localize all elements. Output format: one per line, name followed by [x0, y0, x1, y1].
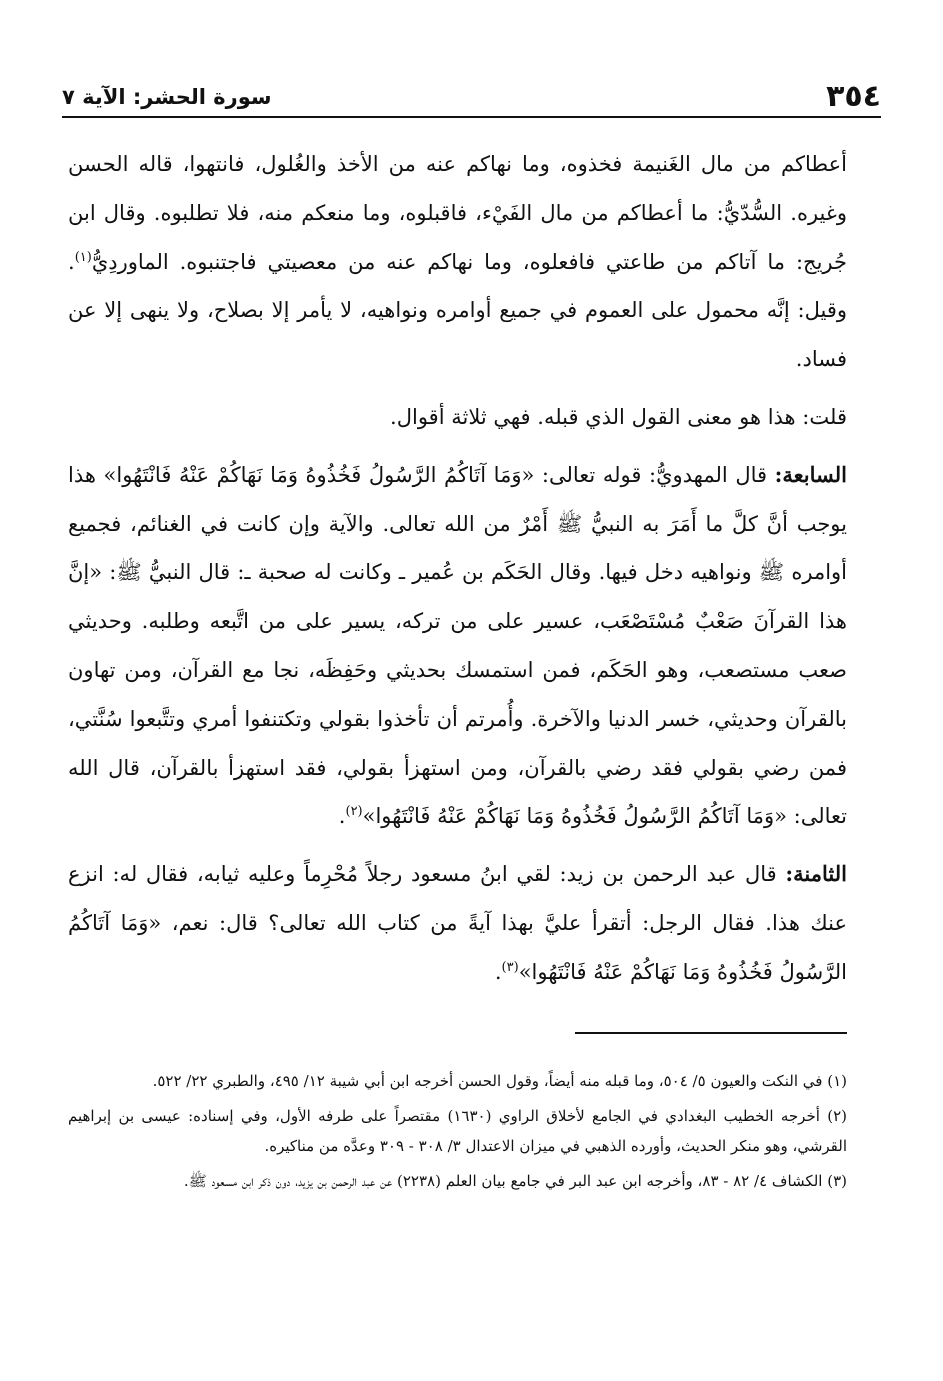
main-text [68, 140, 847, 997]
running-title: سورة الحشر: الآية ٧ [62, 85, 272, 109]
footnote-separator [575, 1032, 847, 1034]
paragraph-4 [68, 850, 847, 996]
footnote-ref-1[interactable]: (١) [74, 249, 92, 265]
paragraph-2-text: قلت: هذا هو معنى القول الذي قبله. فهي ثلاثة أقوال. [390, 404, 847, 429]
footnote-number: (١) [827, 1072, 847, 1090]
paragraph-3-text: قال المهدويُّ: قوله تعالى: «وَمَا آتَاكُمُ الرَّسُولُ فَخُذُوهُ وَمَا نَهَاكُمْ عَنْهُ فَانْتَهُوا» هذا يوجب أنَّ كلَّ ما أَمَرَ به النبيُّ ﷺ أَمْرٌ من الله تعالى. والآية وإن كانت في الغنائم، فجميع أوامره ﷺ ونواهيه دخل فيها. وقال الحَكَم بن عُمير ـ وكانت له صحبة ـ: قال النبيُّ ﷺ: «إنَّ هذا القرآنَ صَعْبٌ مُسْتَصْعَب، عسير على من تركه، يسير على من اتَّبعه وطلبه. وحديثي صعب مستصعب، وهو الحَكَم، فمن استمسك بحديثي وحَفِظَه، نجا مع القرآن، ومن تهاون بالقرآن وحديثي، خسر الدنيا والآخرة. وأُمرتم أن تأخذوا بقولي وتكتنفوا أمري وتتَّبعوا سُنَّتي، فمن رضي بقولي فقد رضي بالقرآن، ومن استهزأ بقولي، فقد استهزأ بالقرآن، قال الله تعالى: «وَمَا آتَاكُمُ الرَّسُولُ فَخُذُوهُ وَمَا نَهَاكُمْ عَنْهُ فَانْتَهُوا» [68, 462, 847, 829]
footnotes [68, 1066, 847, 1201]
footnote-text: الكشاف ٤/ ٨٢ - ٨٣، وأخرجه ابن عبد البر في جامع بيان العلم (٢٢٣٨) عن عبد الرحمن بن يزيد، دون ذكر ابن مسعود ﷺ. [183, 1172, 823, 1190]
paragraph-4-tail: . [494, 959, 502, 984]
footnote-1 [68, 1066, 847, 1096]
footnote-number: (٢) [827, 1107, 848, 1125]
paragraph-1-tail: . وقيل: إنَّه محمول على العموم في جميع أوامره ونواهيه، لا يأمر إلا بصلاح، ولا ينهى إلا عن فساد. [68, 249, 847, 372]
footnote-3 [68, 1166, 847, 1196]
footnote-text: في النكت والعيون ٥/ ٥٠٤، وما قبله منه أيضاً، وقول الحسن أخرجه ابن أبي شيبة ١٢/ ٤٩٥، والطبري ٢٢/ ٥٢٢. [152, 1072, 823, 1090]
paragraph-2 [68, 393, 847, 442]
page-header [62, 68, 881, 112]
footnote-2 [68, 1101, 847, 1161]
section-label-eighth: الثامنة: [785, 861, 847, 887]
paragraph-1 [68, 140, 847, 384]
paragraph-1-text: أعطاكم من مال الغَنيمة فخذوه، وما نهاكم عنه من الأخذ والغُلول، فانتهوا، قاله الحسن وغيره. السُّدّيُّ: ما أعطاكم من مال الفَيْء، فاقبلوه، وما منعكم منه، فلا تطلبوه. وقال ابن جُريج: ما آتاكم من طاعتي فافعلوه، وما نهاكم عنه من معصيتي فاجتنبوه. الماوردِيُّ [68, 152, 847, 274]
paragraph-3 [68, 451, 847, 841]
page-number: ٣٥٤ [826, 79, 881, 114]
paragraph-4-text: قال عبد الرحمن بن زيد: لقي ابنُ مسعود رجلاً مُحْرِماً وعليه ثيابه، فقال له: انزع عنك هذا. فقال الرجل: أتقرأ عليَّ بهذا آيةً من كتاب الله تعالى؟ قال: نعم، «وَمَا آتَاكُمُ الرَّسُولُ فَخُذُوهُ وَمَا نَهَاكُمْ عَنْهُ فَانْتَهُوا» [68, 862, 847, 984]
paragraph-3-tail: . [338, 804, 346, 829]
footnote-number: (٣) [827, 1172, 847, 1190]
footnote-text: أخرجه الخطيب البغدادي في الجامع لأخلاق الراوي (١٦٣٠) مقتصراً على طرفه الأول، وفي إسناده: عيسى بن إبراهيم القرشي، وهو منكر الحديث، وأورده الذهبي في ميزان الاعتدال ٣/ ٣٠٨ - ٣٠٩ وعدَّه من مناكيره. [68, 1107, 847, 1155]
section-label-seventh: السابعة: [774, 461, 847, 487]
header-rule [62, 116, 881, 118]
footnote-ref-2[interactable]: (٢) [345, 804, 363, 820]
footnote-ref-3[interactable]: (٣) [501, 959, 519, 975]
